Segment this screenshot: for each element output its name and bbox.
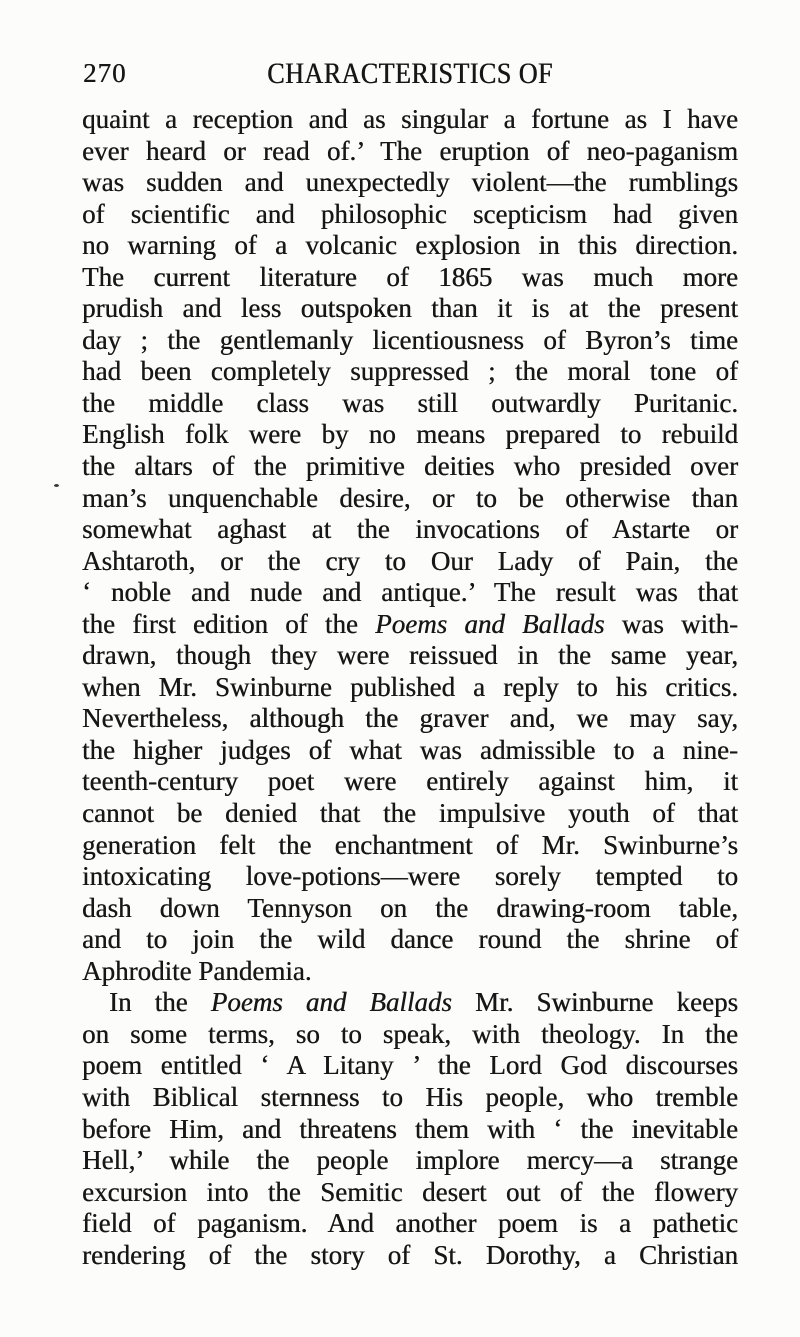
text-line [82, 199, 738, 231]
text-segment: with Biblical sternness to His people, who tremble [82, 1081, 738, 1112]
text-line [82, 419, 738, 451]
text-segment: was sudden and unexpectedly violent—the rumblings [82, 167, 738, 198]
text-line [82, 451, 738, 483]
text-line [82, 1208, 738, 1240]
text-segment: excursion into the Semitic desert out of the flowery [82, 1176, 738, 1207]
text-segment: when Mr. Swinburne published a reply to his critics. [82, 671, 738, 702]
text-line [82, 1177, 738, 1209]
text-line [82, 830, 738, 862]
book-title-italic: Poems and Ballads [375, 608, 605, 639]
text-segment: the higher judges of what was admissible to a nine- [82, 734, 738, 765]
text-segment: Ashtaroth, or the cry to Our Lady of Pain, the [82, 545, 738, 576]
text-segment: In the [109, 987, 211, 1018]
paragraph [82, 104, 738, 987]
text-line [82, 483, 738, 515]
text-segment: before Him, and threatens them with ‘ the inevitable [82, 1113, 738, 1144]
text-segment: had been completely suppressed ; the moral tone of [82, 356, 738, 387]
text-line [82, 640, 738, 672]
text-line [82, 798, 738, 830]
scan-speck [54, 484, 59, 487]
text-segment: English folk were by no means prepared to rebuild [82, 419, 738, 450]
text-line [82, 262, 738, 294]
text-line [82, 1145, 738, 1177]
text-segment: rendering of the story of St. Dorothy, a Christian [82, 1239, 738, 1270]
text-segment: quaint a reception and as singular a fortune as I have [82, 104, 738, 134]
text-line [82, 703, 738, 735]
book-title-italic: Poems and Ballads [210, 987, 452, 1018]
text-line [82, 1050, 738, 1082]
text-segment: poem entitled ‘ A Litany ’ the Lord God discourses [82, 1050, 738, 1081]
text-segment: the middle class was still outwardly Puritanic. [82, 387, 738, 418]
text-line [82, 1240, 738, 1272]
text-segment: ‘ noble and nude and antique.’ The result was that [82, 577, 738, 608]
text-segment: man’s unquenchable desire, or to be otherwise than [82, 482, 738, 513]
text-line [82, 609, 738, 641]
text-line [82, 230, 738, 262]
text-segment: on some terms, so to speak, with theology. In the [82, 1018, 738, 1049]
text-segment: cannot be denied that the impulsive youth of that [82, 798, 738, 829]
paragraph [82, 987, 738, 1271]
text-segment: the first edition of the [82, 608, 376, 639]
text-segment: and to join the wild dance round the shrine of [82, 924, 738, 955]
text-segment: was with- [604, 608, 738, 639]
text-segment: somewhat aghast at the invocations of Astarte or [82, 514, 738, 545]
text-line [82, 546, 738, 578]
page-number: 270 [83, 58, 127, 88]
text-line [82, 514, 738, 546]
text-line [82, 956, 738, 988]
text-line [82, 893, 738, 925]
text-segment: field of paganism. And another poem is a pathetic [82, 1208, 738, 1239]
text-segment: the altars of the primitive deities who presided over [82, 451, 738, 482]
text-line [82, 1114, 738, 1146]
text-line [82, 104, 738, 136]
text-line [82, 356, 738, 388]
text-line [82, 766, 738, 798]
text-segment: teenth-century poet were entirely against him, it [82, 766, 738, 797]
text-segment: intoxicating love-potions—were sorely tempted to [82, 861, 738, 892]
text-segment: Aphrodite Pandemia. [82, 955, 312, 986]
text-line [82, 136, 738, 168]
text-line [82, 325, 738, 357]
text-segment: The current literature of 1865 was much more [82, 261, 738, 292]
text-segment: ever heard or read of.’ The eruption of neo-paganism [82, 135, 738, 166]
text-segment: no warning of a volcanic explosion in this direction. [82, 230, 738, 261]
text-segment: prudish and less outspoken than it is at the present [82, 293, 738, 324]
text-line [82, 167, 738, 199]
text-line [82, 388, 738, 420]
text-line [82, 577, 738, 609]
running-header: CHARACTERISTICS OF [267, 57, 553, 90]
text-line [82, 924, 738, 956]
text-segment: dash down Tennyson on the drawing-room table, [82, 892, 738, 923]
text-line [82, 987, 738, 1019]
text-line [82, 861, 738, 893]
text-segment: Nevertheless, although the graver and, we may say, [82, 703, 738, 734]
text-segment: Hell,’ while the people implore mercy—a strange [82, 1145, 738, 1176]
text-segment: Mr. Swinburne keeps [451, 987, 738, 1018]
text-line [82, 735, 738, 767]
text-line [82, 672, 738, 704]
text-line [82, 1019, 738, 1051]
text-line [82, 293, 738, 325]
text-line [82, 1082, 738, 1114]
text-segment: day ; the gentlemanly licentiousness of Byron’s time [82, 324, 738, 355]
text-segment: of scientific and philosophic scepticism had given [82, 198, 738, 229]
text-segment: drawn, though they were reissued in the same year, [82, 640, 738, 671]
text-segment: generation felt the enchantment of Mr. Swinburne’s [82, 829, 738, 860]
text-block [82, 104, 738, 1271]
